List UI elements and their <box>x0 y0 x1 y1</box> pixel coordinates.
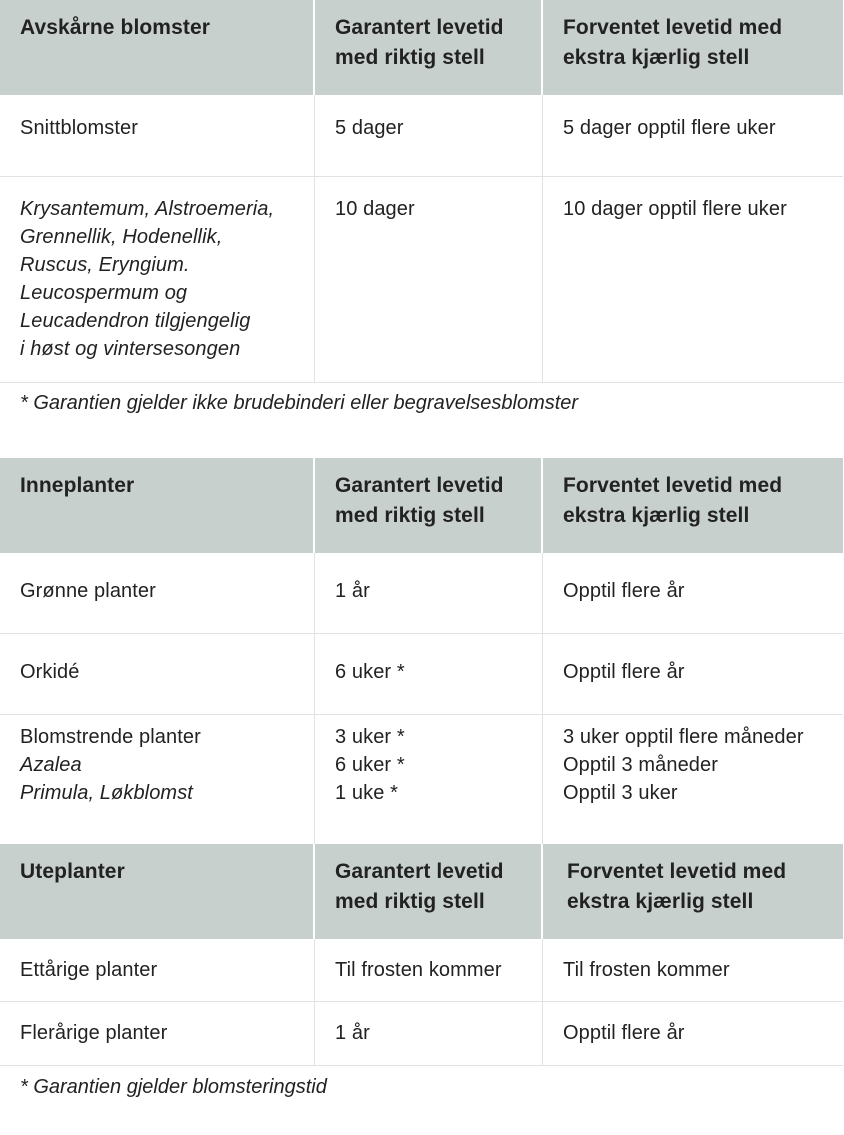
header-guaranteed: Garantert levetid med riktig stell <box>315 844 543 939</box>
cell-guaranteed <box>315 95 543 176</box>
cell-text: Blomstrende planter <box>20 726 201 748</box>
header-expected: Forventet levetid med ekstra kjærlig stell <box>563 474 783 527</box>
cut-flowers-note: * Garantien gjelder ikke brudebinderi eller begravelsesblomster <box>20 392 579 414</box>
cell-guaranteed <box>315 1002 543 1065</box>
cell-guaranteed <box>315 939 543 1001</box>
cell-text: Azalea <box>20 754 82 776</box>
cell-text: 1 år <box>335 580 370 602</box>
cell-text: i høst og vintersesongen <box>20 338 241 360</box>
cell-text: Til frosten kommer <box>335 959 502 981</box>
cell-text: Orkidé <box>20 661 80 683</box>
cell-text: Opptil 3 uker <box>563 782 678 804</box>
cell-text: 6 uker * <box>335 754 405 776</box>
cell-text: 1 år <box>335 1022 370 1044</box>
cell-text: 5 dager opptil flere uker <box>563 117 776 139</box>
header-guaranteed: Garantert levetid med riktig stell <box>315 458 543 553</box>
cell-text: 6 uker * <box>335 661 405 683</box>
cell-text: 3 uker * <box>335 726 405 748</box>
cell-guaranteed <box>315 177 543 382</box>
cut-flowers-header-row <box>0 0 843 95</box>
cell-guaranteed <box>315 634 543 714</box>
cell-text: Leucadendron tilgjengelig <box>20 310 251 332</box>
cell-text: Leucospermum og <box>20 282 188 304</box>
cell-text: 5 dager <box>335 117 404 139</box>
cell-name <box>0 634 315 714</box>
cell-text: Grennellik, Hodenellik, <box>20 226 223 248</box>
cell-text: 3 uker opptil flere måneder <box>563 726 804 748</box>
table-row <box>0 939 843 1002</box>
cut-flowers-table <box>0 0 843 383</box>
cell-expected <box>543 1002 843 1065</box>
outdoor-plants-table <box>0 844 843 1066</box>
header-guaranteed: Garantert levetid med riktig stell <box>315 0 543 95</box>
table-row <box>0 715 843 846</box>
cell-guaranteed <box>315 553 543 633</box>
cell-name <box>0 715 315 846</box>
cell-text: 10 dager <box>335 198 415 220</box>
cell-text: Ettårige planter <box>20 959 158 981</box>
table-row <box>0 95 843 177</box>
cell-name <box>0 1002 315 1065</box>
indoor-plants-header-row <box>0 458 843 553</box>
cell-name <box>0 939 315 1001</box>
header-expected: Forventet levetid med ekstra kjærlig stell <box>563 16 783 69</box>
cell-text: Opptil 3 måneder <box>563 754 719 776</box>
cell-text: Primula, Løkblomst <box>20 782 193 804</box>
cell-expected <box>543 95 843 176</box>
cell-name <box>0 177 315 382</box>
cell-text: 10 dager opptil flere uker <box>563 198 787 220</box>
header-category: Avskårne blomster <box>0 0 315 95</box>
table-row <box>0 177 843 383</box>
cell-guaranteed <box>315 715 543 846</box>
cell-text: Ruscus, Eryngium. <box>20 254 190 276</box>
cell-text: Opptil flere år <box>563 1022 685 1044</box>
cell-expected <box>543 553 843 633</box>
cell-expected <box>543 715 843 846</box>
outdoor-plants-note: * Garantien gjelder blomsteringstid <box>20 1076 327 1098</box>
cell-text: Grønne planter <box>20 580 156 602</box>
cell-text: Snittblomster <box>20 117 139 139</box>
table-row <box>0 553 843 634</box>
cell-text: Til frosten kommer <box>563 959 730 981</box>
cell-name <box>0 95 315 176</box>
header-category: Inneplanter <box>0 458 315 553</box>
cell-expected <box>543 939 843 1001</box>
cell-text: 1 uke * <box>335 782 398 804</box>
table-row <box>0 1002 843 1066</box>
table-row <box>0 634 843 715</box>
outdoor-plants-header-row <box>0 844 843 939</box>
header-category: Uteplanter <box>0 844 315 939</box>
cell-text: Opptil flere år <box>563 661 685 683</box>
cell-name <box>0 553 315 633</box>
cell-expected <box>543 177 843 382</box>
header-expected: Forventet levetid med ekstra kjærlig stell <box>567 860 787 913</box>
cell-text: Flerårige planter <box>20 1022 168 1044</box>
cell-expected <box>543 634 843 714</box>
cell-text: Krysantemum, Alstroemeria, <box>20 198 275 220</box>
indoor-plants-table <box>0 458 843 846</box>
cell-text: Opptil flere år <box>563 580 685 602</box>
